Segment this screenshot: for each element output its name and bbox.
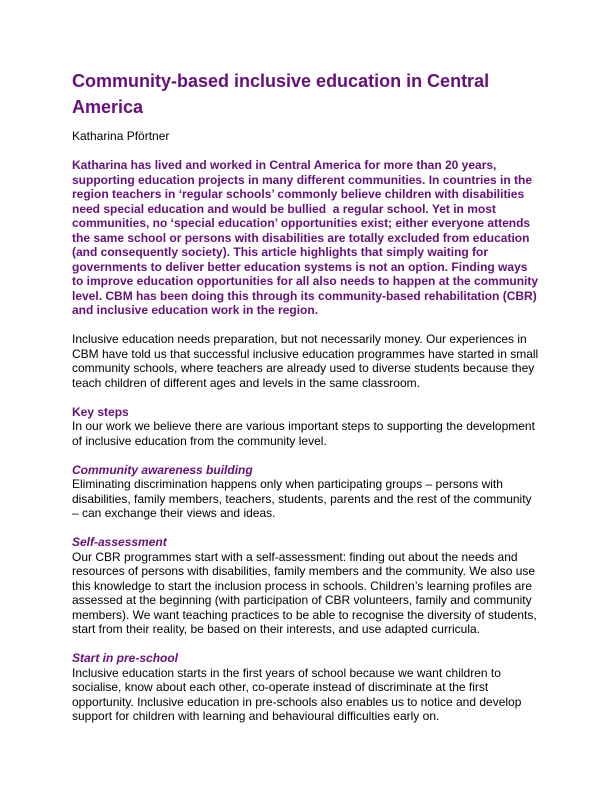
- section-body-community-awareness: Eliminating discrimination happens only when participating groups – persons with disabilities, family members, teachers, students, parents and the rest of the community – can exchange their views and ideas.: [72, 477, 535, 520]
- section-heading-key-steps: Key steps: [72, 404, 129, 419]
- section-body-key-steps: In our work we believe there are various important steps to supporting the development of inclusive education from the community level.: [72, 419, 539, 448]
- section-heading-community-awareness: Community awareness building: [72, 462, 253, 477]
- section-start-in-pre-school: [72, 651, 540, 724]
- preparation-paragraph: Inclusive education needs preparation, but not necessarily money. Our experiences in CBM have told us that successful inclusive education programmes have started in small community schools, where teachers are already used to diverse students because they teach children of different ages and levels in the same classroom.: [72, 332, 542, 390]
- section-self-assessment: [72, 535, 540, 637]
- author-byline: Katharina Pförtner: [72, 129, 170, 143]
- section-body-start-in-pre-school: Inclusive education starts in the first years of school because we want children to socialise, know about each other, co-operate instead of discriminate at the first opportunity. Inclusive education in pre-schools also enables us to notice and develop support for children with learning and behavioural difficulties early on.: [72, 665, 525, 723]
- section-key-steps: [72, 405, 540, 449]
- section-body-self-assessment: Our CBR programmes start with a self-assessment: finding out about the needs and resources of persons with disabilities, family members and the community. We also use this knowledge to start the inclusion process in schools. Children’s learning profiles are assessed at the beginning (with participation of CBR volunteers, family and community members). We want teaching practices to be able to recognise the diversity of students, start from their reality, be based on their interests, and use adapted curricula.: [72, 549, 541, 636]
- section-heading-start-in-pre-school: Start in pre-school: [72, 651, 179, 665]
- section-heading-self-assessment: Self-assessment: [72, 535, 167, 549]
- page-title: Community-based inclusive education in Central America: [72, 71, 490, 117]
- section-community-awareness: [72, 463, 540, 521]
- intro-paragraph: Katharina has lived and worked in Central America for more than 20 years, supporting education projects in many different communities. In countries in the region teachers in ‘regular schools’ commonly believe children with disabilities need special education and would be bullied a regular school. Yet in most communities, no ‘special education’ opportunities exist; either everyone attends the same school or persons with disabilities are totally excluded from education (and consequently society). This article highlights that simply waiting for governments to deliver better education systems is not an option. Finding ways to improve education opportunities for all also needs to happen at the community level. CBM has been doing this through its community-based rehabilitation (CBR) and inclusive education work in the region.: [72, 158, 542, 317]
